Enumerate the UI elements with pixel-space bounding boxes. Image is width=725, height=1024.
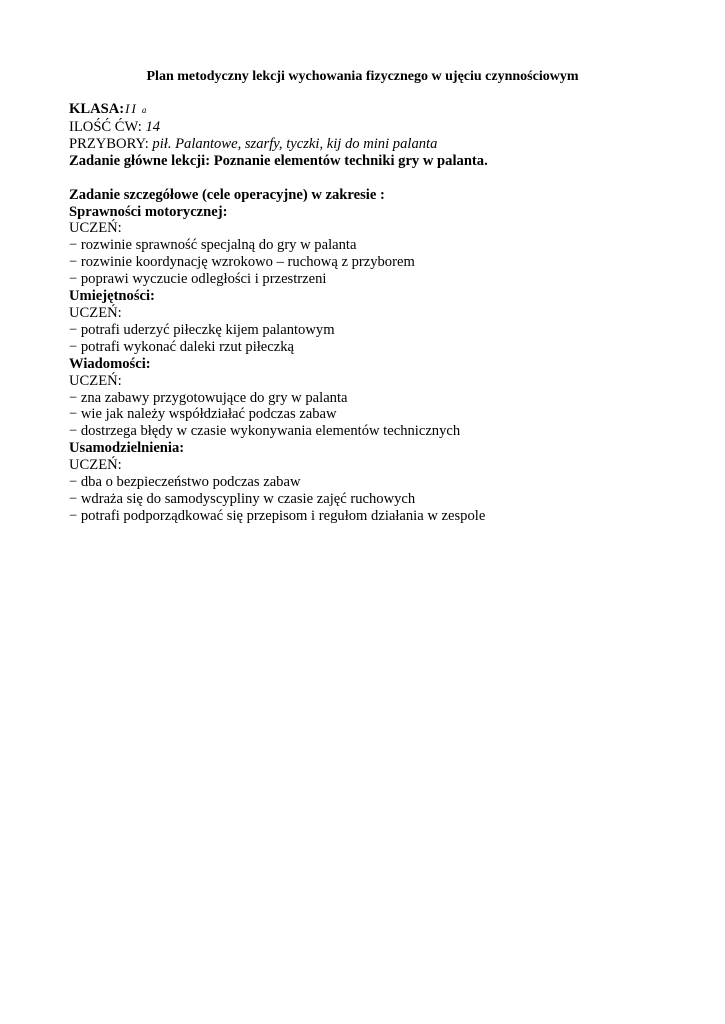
document-content [69,101,689,525]
klasa-value-main: II [125,101,138,116]
ilosc-cw-line [69,119,689,136]
klasa-value-sub: a [141,105,149,115]
main-task: Zadanie główne lekcji: Poznanie elementów techniki gry w palanta. [69,152,488,169]
klasa-line [69,101,689,119]
sections-container [69,204,689,525]
section-heading: Usamodzielnienia: [69,440,185,457]
section-subject: UCZEŃ: [69,457,122,474]
section-subject: UCZEŃ: [69,304,122,321]
list-item: − zna zabawy przygotowujące do gry w palanta [69,389,348,406]
document-title: Plan metodyczny lekcji wychowania fizycznego w ujęciu czynnościowym [146,69,579,84]
section-subject: UCZEŃ: [69,372,122,389]
list-item: − dba o bezpieczeństwo podczas zabaw [69,474,301,491]
przybory-label: PRZYBORY: [69,135,149,152]
list-item: − poprawi wyczucie odległości i przestrzeni [69,271,327,288]
section-subject: UCZEŃ: [69,220,122,237]
ilosc-cw-value: 14 [145,118,161,135]
section-heading: Umiejętności: [69,288,155,305]
ilosc-cw-label: ILOŚĆ ĆW: [69,118,142,135]
detailed-task-header: Zadanie szczegółowe (cele operacyjne) w zakresie : [69,186,385,203]
klasa-handwritten-value [125,101,148,116]
klasa-label: KLASA: [69,101,125,117]
section-heading: Sprawności motorycznej: [69,203,228,220]
przybory-prefix: pił. [152,135,172,152]
przybory-line [69,136,689,153]
list-item: − potrafi wykonać daleki rzut piłeczką [69,338,295,355]
spacer [69,170,689,187]
list-item: − dostrzega błędy w czasie wykonywania elementów technicznych [69,423,461,440]
list-item: − rozwinie koordynację wzrokowo – ruchową z przyborem [69,254,415,271]
list-item: − rozwinie sprawność specjalną do gry w palanta [69,237,357,254]
list-item: − potrafi uderzyć piłeczkę kijem palantowym [69,321,335,338]
list-item: − wdraża się do samodyscypliny w czasie zajęć ruchowych [69,490,416,507]
przybory-value: Palantowe, szarfy, tyczki, kij do mini palanta [175,135,438,152]
list-item: − potrafi podporządkować się przepisom i regułom działania w zespole [69,507,486,524]
list-item: − wie jak należy współdziałać podczas zabaw [69,406,337,423]
section-heading: Wiadomości: [69,355,151,372]
